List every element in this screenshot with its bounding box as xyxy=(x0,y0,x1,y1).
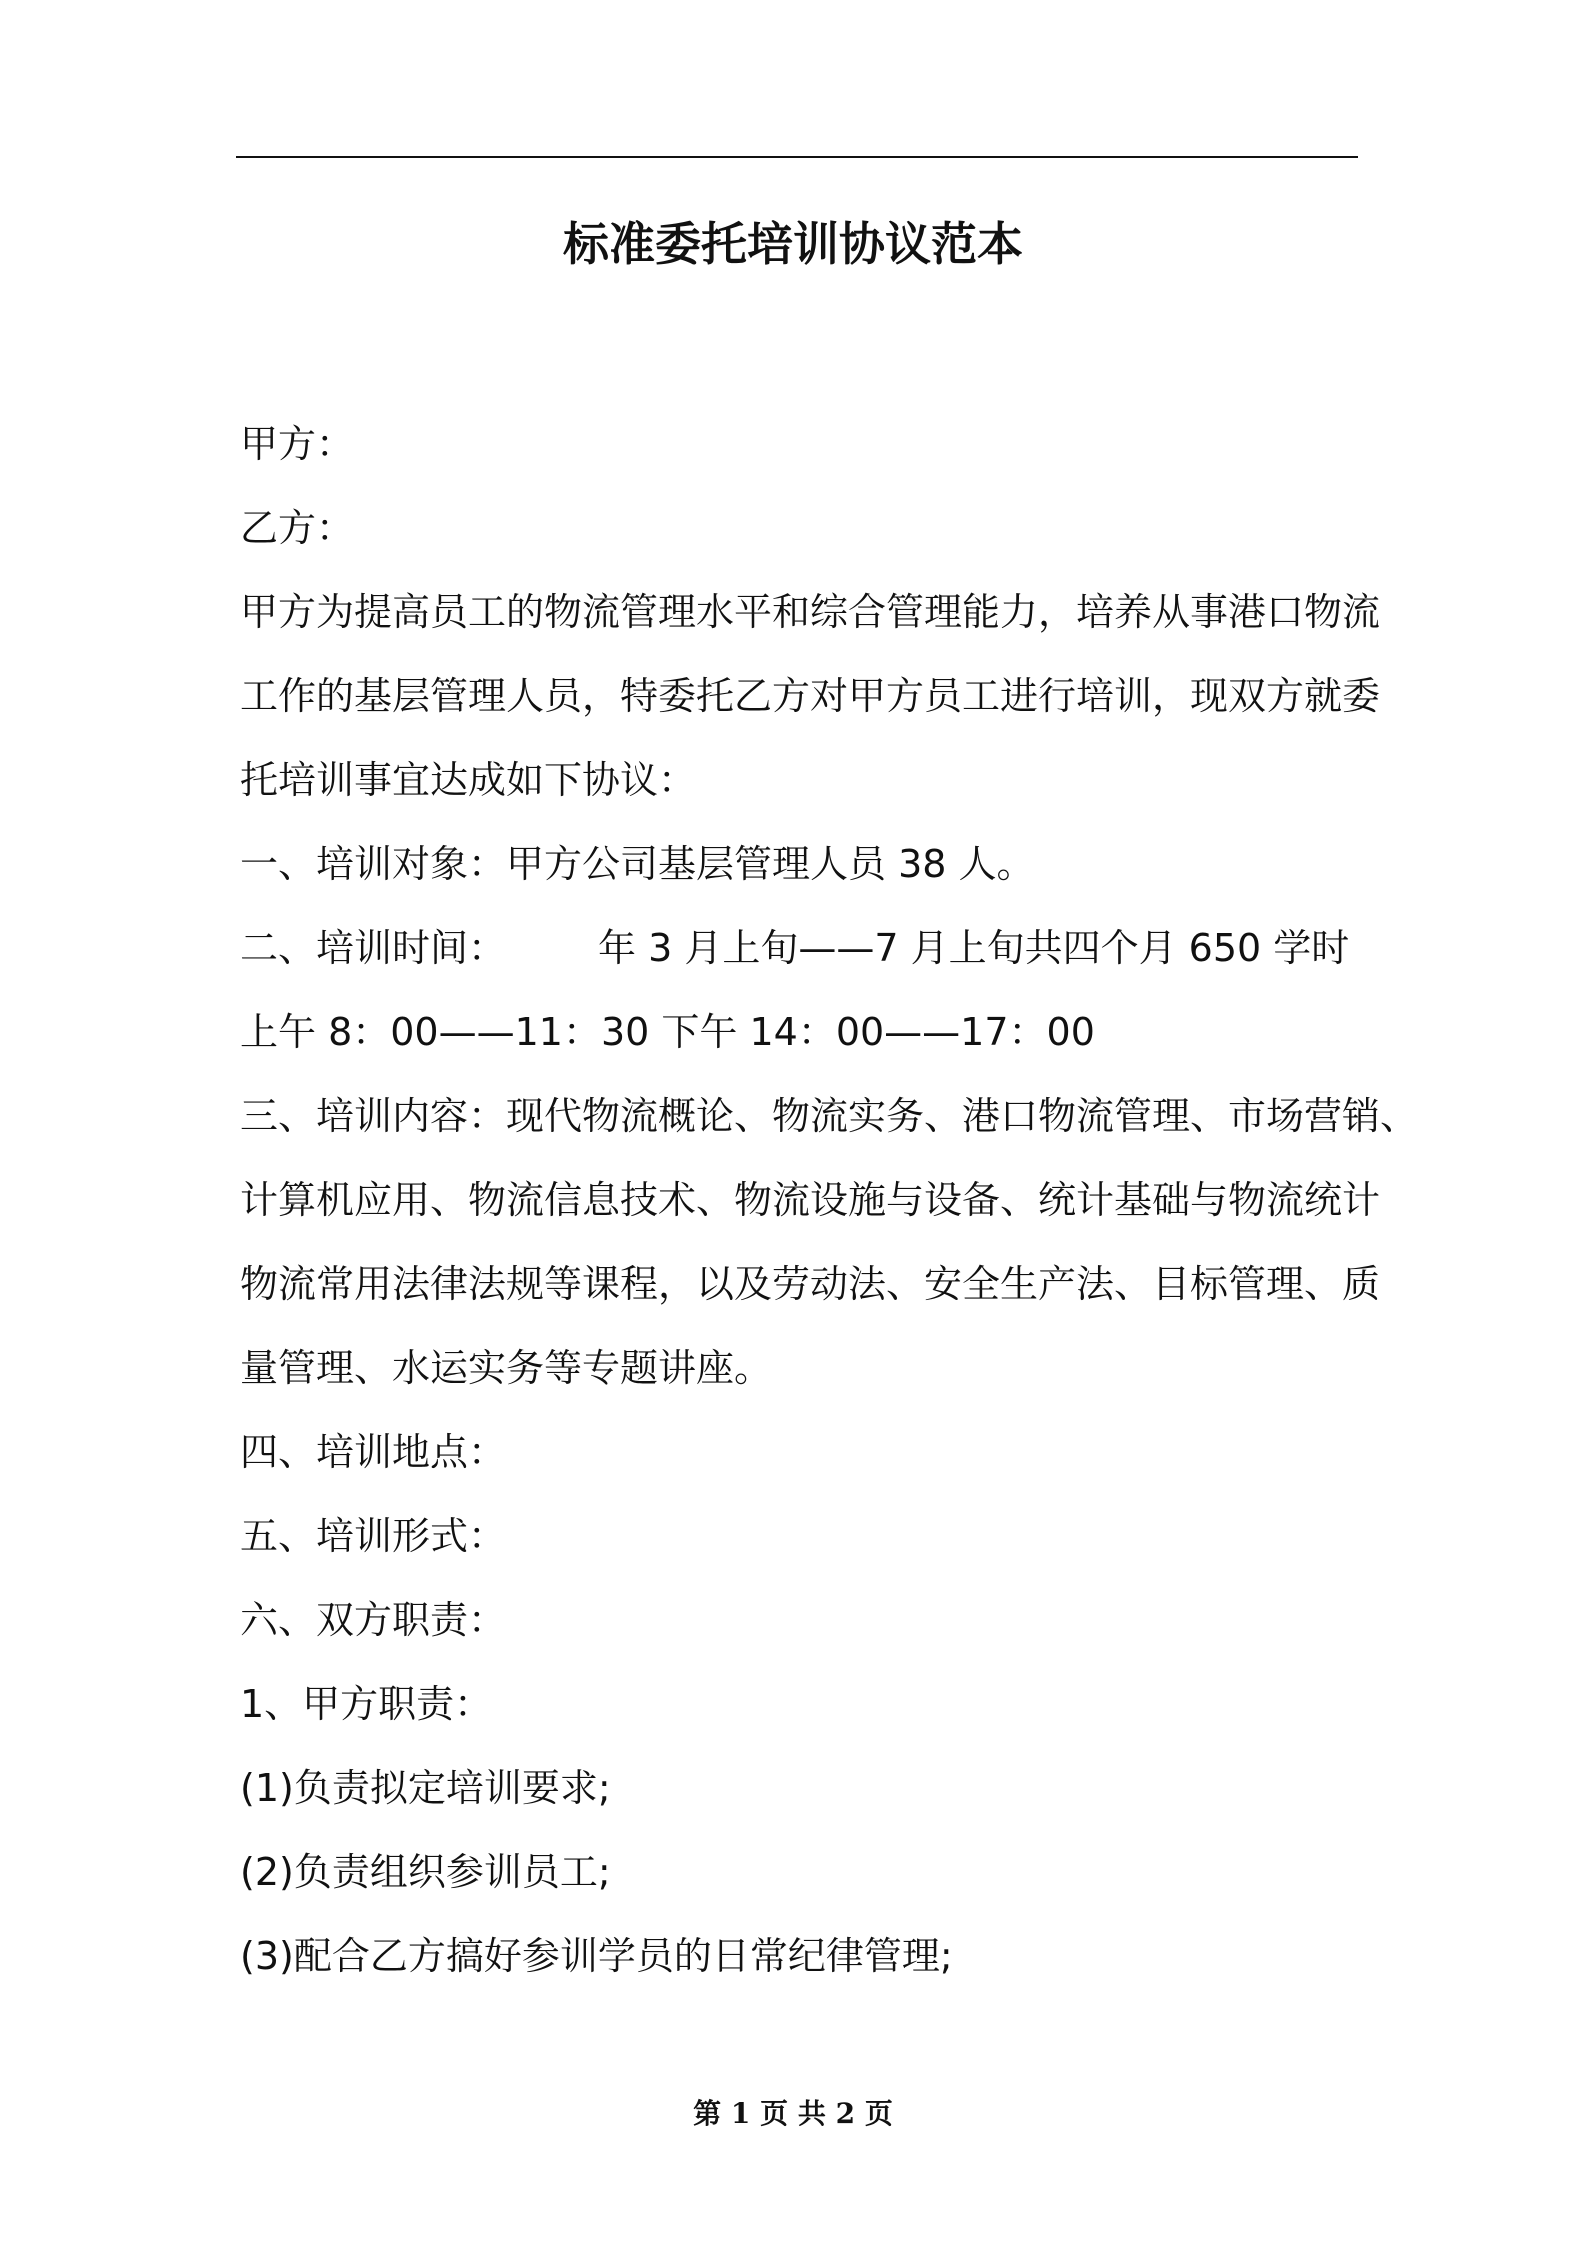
duty-item-3: (3)配合乙方搞好参训学员的日常纪律管理; xyxy=(240,1934,953,1978)
section-3-line-2: 计算机应用、物流信息技术、物流设施与设备、统计基础与物流统计 xyxy=(240,1178,1381,1222)
schedule-line: 上午 8：00——11：30 下午 14：00——17：00 xyxy=(240,1010,1095,1054)
document-body xyxy=(240,402,1419,1998)
intro-line-2: 工作的基层管理人员，特委托乙方对甲方员工进行培训，现双方就委 xyxy=(240,674,1381,718)
section-3-line-1: 三、培训内容：现代物流概论、物流实务、港口物流管理、市场营销、 xyxy=(240,1094,1419,1138)
duty-item-1: (1)负责拟定培训要求; xyxy=(240,1766,611,1810)
document-title: 标准委托培训协议范本 xyxy=(563,217,1023,271)
section-3-line-4: 量管理、水运实务等专题讲座。 xyxy=(240,1346,773,1390)
header-rule xyxy=(236,156,1358,158)
section-2-training-time xyxy=(240,906,1362,990)
section-2-label: 二、培训时间： xyxy=(240,926,507,970)
section-5-format: 五、培训形式： xyxy=(240,1514,507,1558)
party-b-line: 乙方： xyxy=(240,506,355,550)
party-a-line: 甲方： xyxy=(240,422,355,466)
intro-line-3: 托培训事宜达成如下协议： xyxy=(240,758,697,802)
intro-line-1: 甲方为提高员工的物流管理水平和综合管理能力，培养从事港口物流 xyxy=(240,590,1381,634)
section-4-location: 四、培训地点： xyxy=(240,1430,507,1474)
section-2-value: 年 3 月上旬——7 月上旬共四个月 650 学时 xyxy=(598,926,1350,970)
section-1-training-target: 一、培训对象：甲方公司基层管理人员 38 人。 xyxy=(240,842,1035,886)
page-number-footer: 第 1 页 共 2 页 xyxy=(693,2097,893,2130)
section-6-responsibilities: 六、双方职责： xyxy=(240,1598,507,1642)
section-3-line-3: 物流常用法律法规等课程，以及劳动法、安全生产法、目标管理、质 xyxy=(240,1262,1381,1306)
duty-item-2: (2)负责组织参训员工; xyxy=(240,1850,611,1894)
sub-1-party-a-duties: 1、甲方职责： xyxy=(240,1682,493,1726)
